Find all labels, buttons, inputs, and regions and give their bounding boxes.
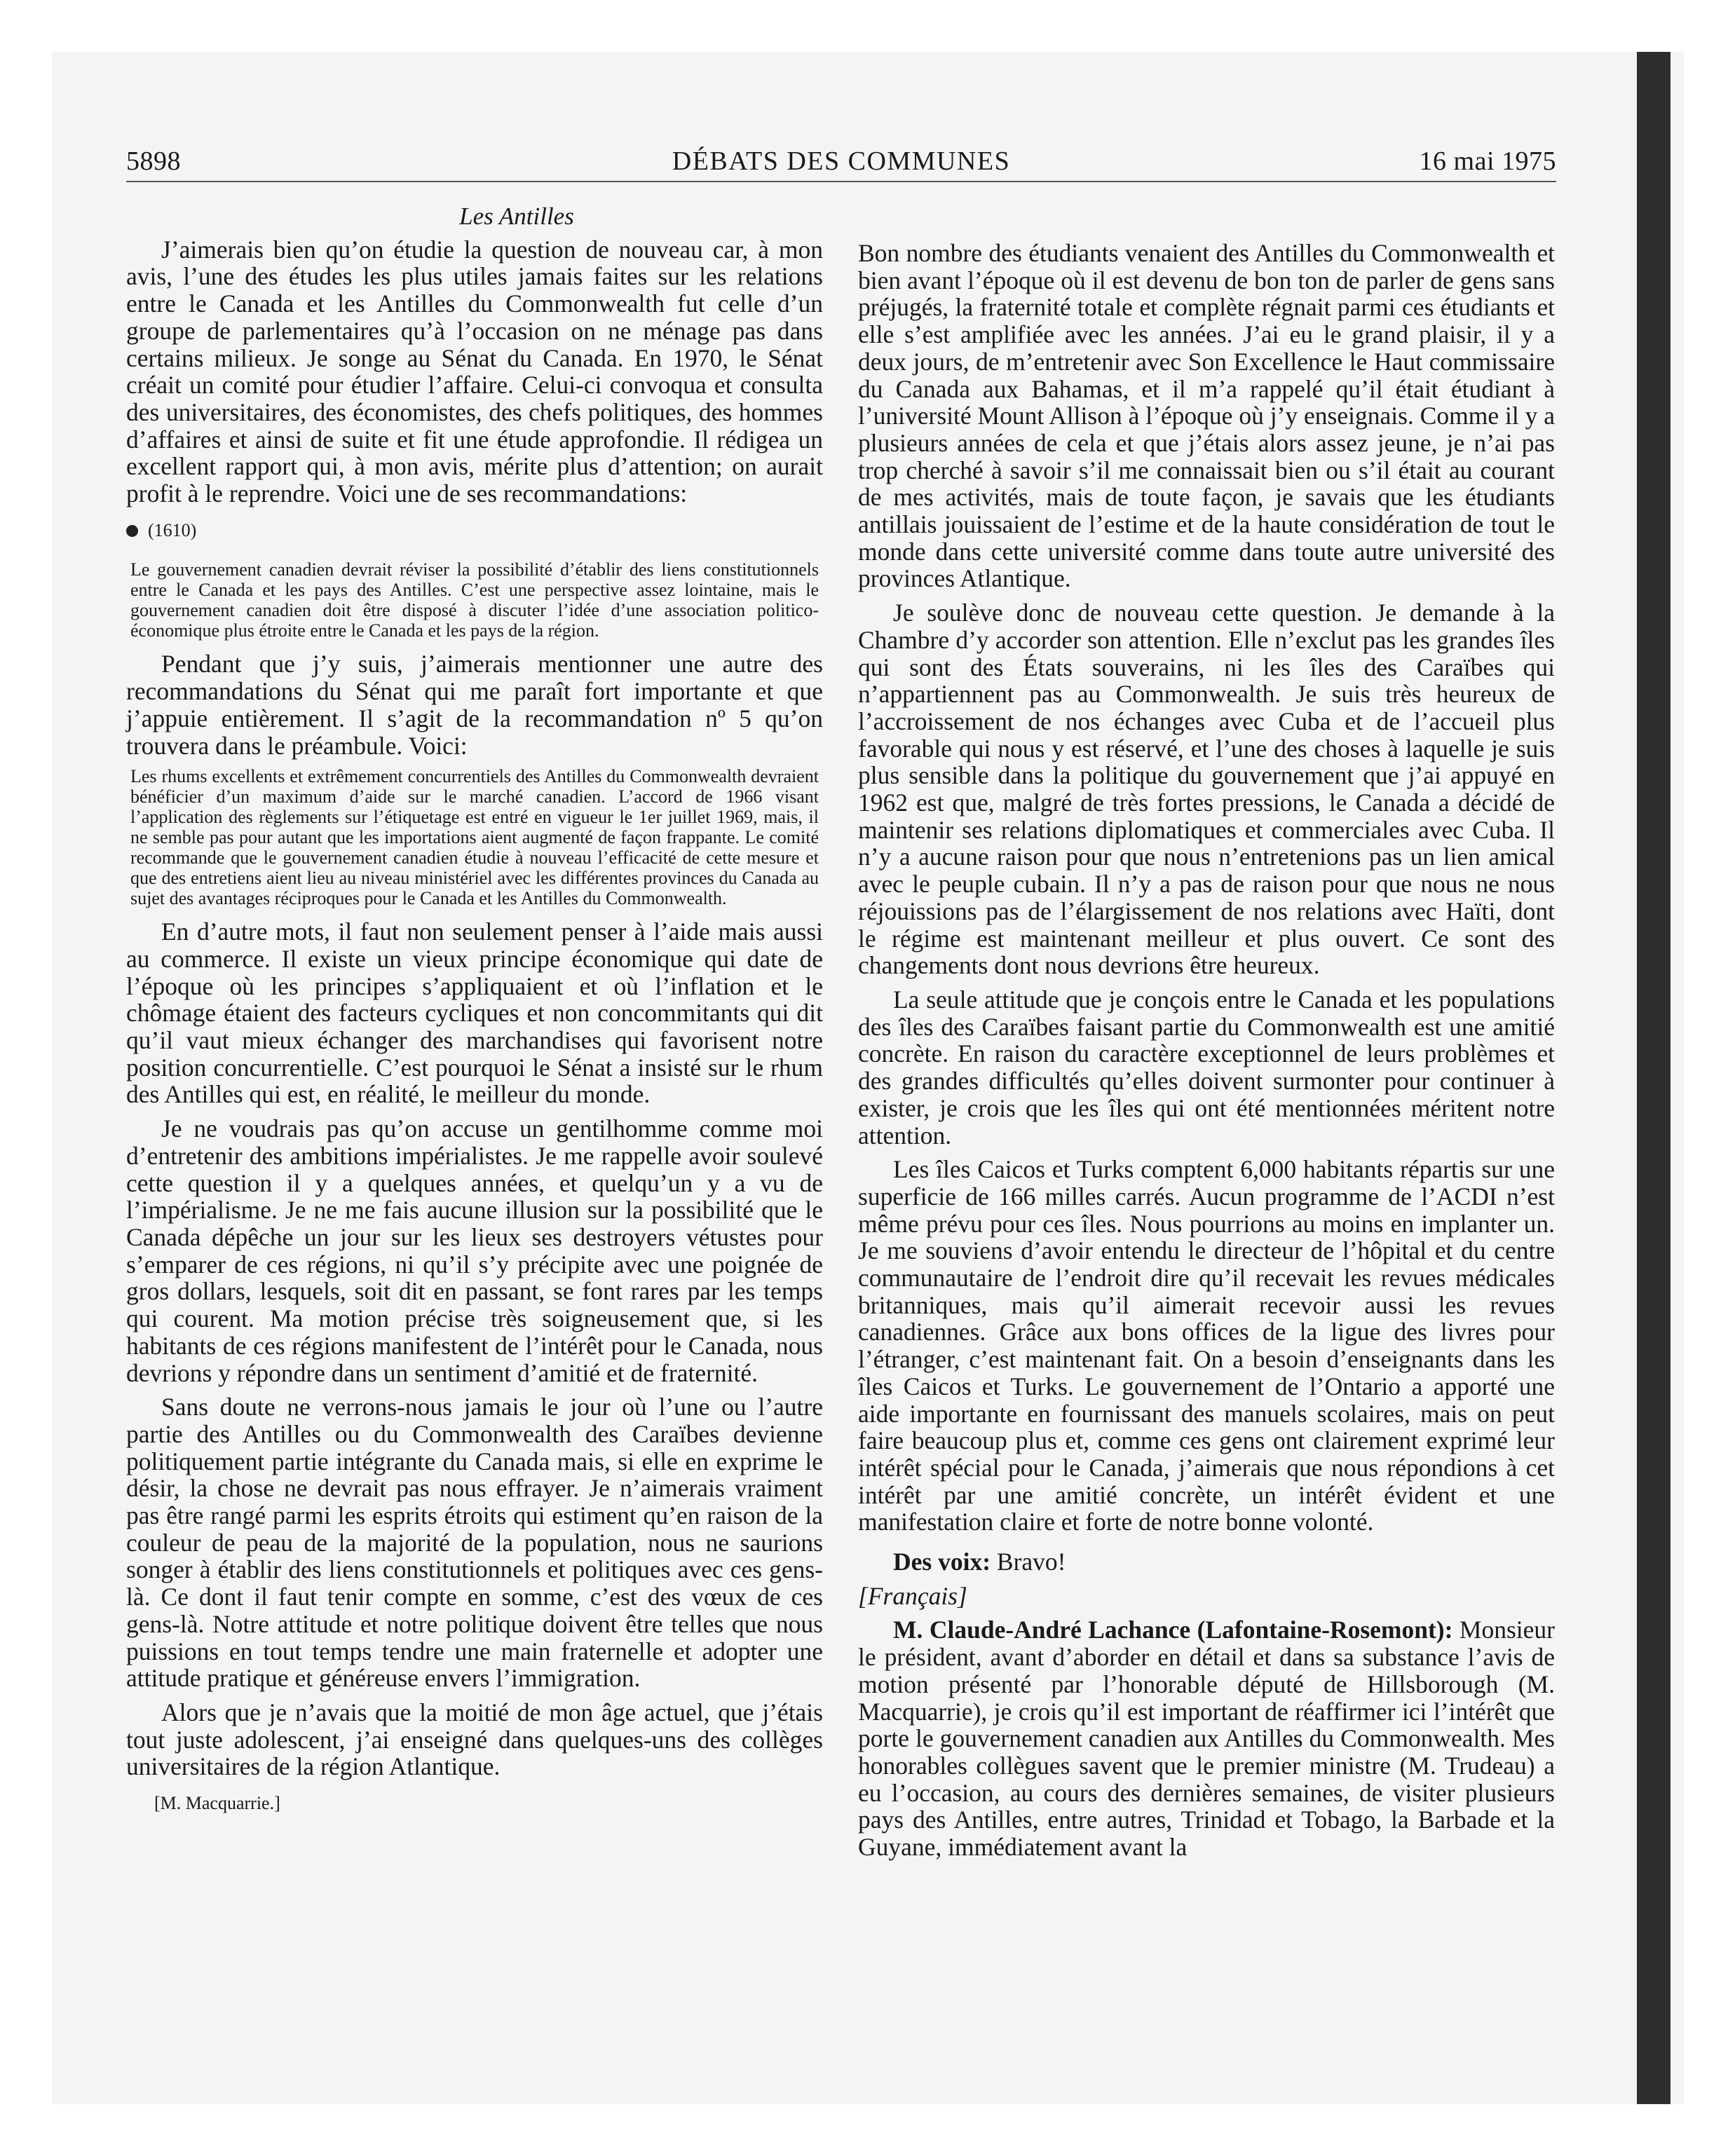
language-tag: [Français] [858,1581,967,1610]
paragraph: Je soulève donc de nouveau cette question. Je demande à la Chambre d’y accorder son attention. Elle n’exclut pas les grandes îles qui sont des États souverains, ni les îles des Caraïbes qui n’appartiennent pas au Commonwealth. Je suis très heureux de l’accroissement de nos échanges avec Cuba et de l’accueil plus favorable qui nous y est réservé, et l’une des choses à laquelle je suis plus sensible dans la politique du gouvernement que j’ai appuyé en 1962 est que, malgré de très fortes pressions, le Canada a décidé de maintenir ses relations diplomatiques et commerciales avec Cuba. Il n’y a aucune raison pour que nous n’entretenions pas un lien amical avec le peuple cubain. Il n’y a pas de raison pour que nous ne nous réjouissions pas de l’élargissement de nos relations avec Haïti, dont le régime est maintenant meilleur et plus ouvert. Ce sont des changements dont nous devrions être heureux. [858,599,1555,980]
time-marker [126,517,823,545]
time-marker-text: (1610) [148,519,197,540]
page-header [126,146,1556,181]
quoted-recommendation: Le gouvernement canadien devrait réviser la possibilité d’établir des liens constitutionnels entre le Canada et les pays des Antilles. C’est une perspective assez lointaine, mais le gouvernement canadien doit être disposé à discuter l’idée d’une association politico-économique plus étroite entre le Canada et les pays de la région. [130,559,819,641]
page-number: 5898 [126,146,181,176]
bullet-icon [126,525,138,537]
speaker-name: M. Claude-André Lachance (Lafontaine-Rosemont): [893,1616,1453,1644]
voices-line [858,1548,1555,1576]
voices-label: Des voix: [893,1548,991,1576]
speaker-paragraph [858,1616,1555,1860]
publication-title: DÉBATS DES COMMUNES [672,146,1011,176]
paragraph: La seule attitude que je conçois entre le Canada et les populations des îles des Caraïbes faisant partie du Commonwealth est une amitié concrète. En raison du caractère exceptionnel de leurs problèmes et des grandes difficultés qu’elles doivent surmonter pour continuer à exister, je crois que les îles qui ont été mentionnées méritent notre attention. [858,985,1555,1149]
section-title: Les Antilles [459,203,574,230]
paragraph: Bon nombre des étudiants venaient des Antilles du Commonwealth et bien avant l’époque où il est devenu de bon ton de parler de gens sans préjugés, la fraternité totale et complète régnait parmi ces étudiants et elle s’est amplifiée avec les années. J’ai eu le grand plaisir, il y a deux jours, de m’entretenir avec Son Excellence le Haut commissaire du Canada aux Bahamas, et il m’a rappelé qu’il était étudiant à l’université Mount Allison à l’époque où j’y enseignais. Comme il y a plusieurs années de cela et que j’étais alors assez jeune, je n’ai pas trop cherché à savoir s’il me connaissait bien ou s’il était au courant de mes activités, mais de toute façon, je savais que les étudiants antillais jouissaient de l’estime et de la haute considération de tout le monde dans cette université comme dans toute autre université des provinces Atlantique. [858,239,1555,593]
paragraph: Je ne voudrais pas qu’on accuse un gentilhomme comme moi d’entretenir des ambitions impérialistes. Je me rappelle avoir soulevé cette question il y a quelques années, et quelqu’un y a vu de l’impérialisme. Je ne me fais aucune illusion sur la possibilité que le Canada dépêche un jour sur les lieux ses destroyers vétustes pour s’emparer de ces régions, ni qu’il s’y précipite avec une poignée de gros dollars, lesquels, soit dit en passant, se font rares par les temps qui courent. Ma motion précise très soigneusement que, si les habitants de ces régions manifestent de l’intérêt pour le Canada, nous devrions y répondre dans un sentiment d’amitié et de fraternité. [126,1114,823,1387]
paragraph: Pendant que j’y suis, j’aimerais mentionner une autre des recommandations du Sénat qui me paraît fort importante et que j’appuie entièrement. Il s’agit de la recommandation nº 5 qu’on trouvera dans le préambule. Voici: [126,650,823,760]
paragraph: En d’autre mots, il faut non seulement penser à l’aide mais aussi au commerce. Il existe un vieux principe économique qui date de l’époque où les principes s’appliquaient et où l’inflation et le chômage étaient des facteurs cycliques et non concommitants qui dit qu’il vaut mieux échanger des marchandises qui favorisent notre position concurrentielle. C’est pourquoi le Sénat a insisté sur le rhum des Antilles qui est, en réalité, le meilleur du monde. [126,917,823,1109]
paragraph-text: Monsieur le président, avant d’aborder en détail et dans sa substance l’avis de motion présenté par l’honorable député de Hillsborough (M. Macquarrie), je crois qu’il est important de réaffirmer ici l’intérêt que porte le gouvernement canadien aux Antilles du Commonwealth. Mes honorables collègues savent que le premier ministre (M. Trudeau) a eu l’occasion, au cours des dernières semaines, de visiter plusieurs pays des Antilles, entre autres, Trinidad et Tobago, la Barbade et la Guyane, immédiatement avant la [858,1616,1555,1862]
publication-date: 16 mai 1975 [1419,146,1556,176]
paragraph: Sans doute ne verrons-nous jamais le jour où l’une ou l’autre partie des Antilles ou du Commonwealth des Caraïbes devienne politiquement partie intégrante du Canada mais, si elle en exprime le désir, la chose ne devrait pas nous effrayer. Je n’aimerais vraiment pas être rangé parmi les esprits étroits qui estiment qu’en raison de la couleur de peau de la majorité de la population, nous ne saurions songer à établir des liens constitutionnels et politiques avec ces gens-là. Ce dont il faut tenir compte en somme, c’est des vœux de ces gens-là. Notre attitude et notre politique doivent être telles que nous puissions en tout temps tendre une main fraternelle et adopter une attitude pratique et généreuse envers l’immigration. [126,1393,823,1693]
voices-text: Bravo! [996,1548,1066,1576]
paragraph: J’aimerais bien qu’on étudie la question de nouveau car, à mon avis, l’une des études les plus utiles jamais faites sur les relations entre le Canada et les Antilles du Commonwealth fut celle d’un groupe de parlementaires qu’à l’occasion on ne ménage pas dans certains milieux. Je songe au Sénat du Canada. En 1970, le Sénat créait un comité pour étudier l’affaire. Celui-ci convoqua et consulta des universitaires, des économistes, des chefs politiques, des hommes d’affaires et ainsi de suite et fit une étude approfondie. Il rédigea un excellent rapport qui, à mon avis, mérite plus d’attention; on aurait profit à le reprendre. Voici une de ses recommandations: [126,235,823,508]
speaker-footer: [M. Macquarrie.] [154,1793,280,1814]
header-rule [126,181,1556,182]
quoted-recommendation: Les rhums excellents et extrêmement concurrentiels des Antilles du Commonwealth devraient bénéficier d’un maximum d’aide sur le marché canadien. L’accord de 1966 visant l’application des règlements sur l’étiquetage est entré en vigueur le 1er juillet 1969, mais, il ne semble pas pour autant que les importations aient augmenté de façon frappante. Le comité recommande que le gouvernement canadien étudie à nouveau l’efficacité de cette mesure et que des entretiens aient lieu au niveau ministériel avec les différentes provinces du Canada au sujet des avantages réciproques pour le Canada et les Antilles du Commonwealth. [130,766,819,909]
scan-edge-shadow [1637,52,1671,2104]
paragraph: Alors que je n’avais que la moitié de mon âge actuel, que j’étais tout juste adolescent, j’ai enseigné dans quelques-uns des collèges universitaires de la région Atlantique. [126,1698,823,1781]
paragraph: Les îles Caicos et Turks comptent 6,000 habitants répartis sur une superficie de 166 milles carrés. Aucun programme de l’ACDI n’est même prévu pour ces îles. Nous pourrions au moins en implanter un. Je me souviens d’avoir entendu le directeur de l’hôpital et du centre communautaire de l’endroit dire qu’il recevait les revues médicales britanniques, mais qu’il aimerait recevoir aussi les revues canadiennes. Grâce aux bons offices de la ligue des livres pour l’étranger, c’est maintenant fait. On a besoin d’enseignants dans les îles Caicos et Turks. Le gouvernement de l’Ontario a apporté une aide importante en fournissant des manuels scolaires, mais on peut faire beaucoup plus et, comme ces gens ont clairement exprimé leur intérêt spécial pour le Canada, j’aimerais que nous répondions à cet intérêt par une amitié concrète, un intérêt évident et une manifestation claire et forte de notre bonne volonté. [858,1155,1555,1536]
right-column [858,240,1555,1868]
left-column [126,203,823,1817]
